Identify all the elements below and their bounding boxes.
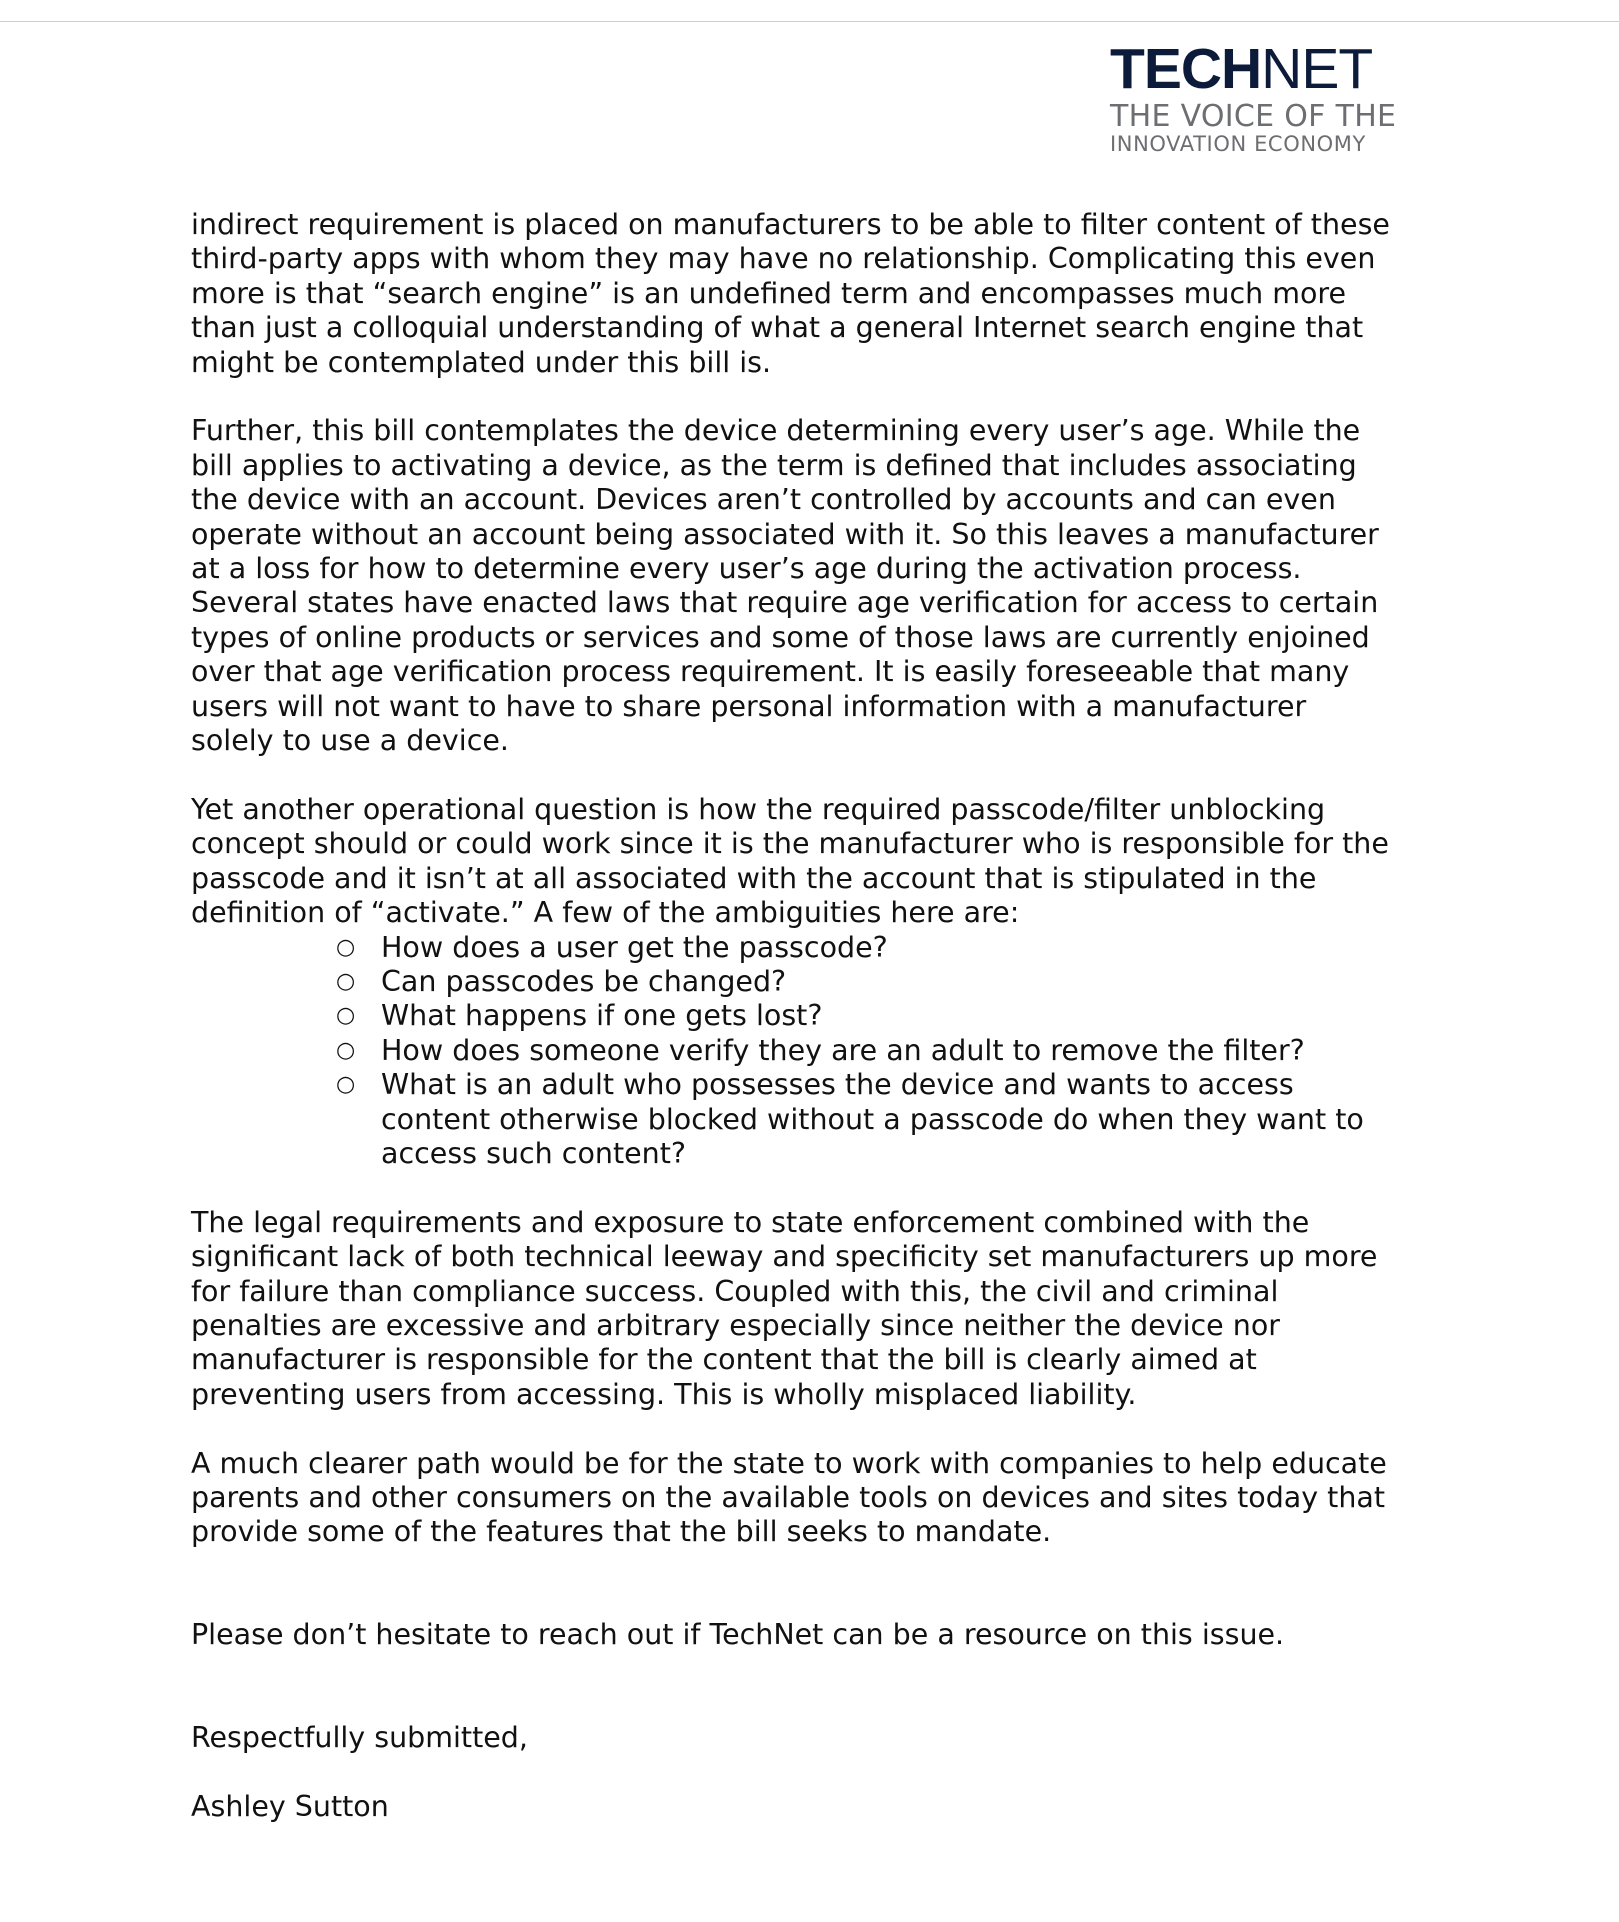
paragraph-resource-offer: Please don’t hesitate to reach out if TechNet can be a resource on this issue. xyxy=(191,1618,1285,1652)
list-item xyxy=(336,1033,1441,1068)
list-item-text: How does a user get the passcode? xyxy=(381,930,888,964)
list-item-text: Can passcodes be changed? xyxy=(381,964,787,998)
logo-tagline-line2: INNOVATION ECONOMY xyxy=(1110,132,1366,156)
signature-name: Ashley Sutton xyxy=(191,1789,389,1823)
list-item xyxy=(336,930,1441,965)
logo-wordmark xyxy=(1110,37,1390,101)
bullet-circle-icon: ○ xyxy=(336,934,356,960)
bullet-circle-icon: ○ xyxy=(336,1037,356,1063)
list-item xyxy=(336,999,1441,1033)
bullet-circle-icon: ○ xyxy=(336,1072,356,1098)
spacer xyxy=(191,1584,1441,1618)
paragraph-age-determination: Further, this bill contemplates the device determining every user’s age. While the bill applies to activating a device, as the term is defined that includes associating the device with an account. Devices aren’t controlled by accounts and can even operate without an account being associated with it. So this leaves a manufacturer at a loss for how to determine every user’s age during the activation process. Several states have enacted laws that require age verification for access to certain types of online products or services and some of those laws are currently enjoined over that age verification process requirement. It is easily foreseeable that many users will not want to have to share personal information with a manufacturer solely to use a device. xyxy=(191,414,1379,758)
list-item-text: What happens if one gets lost? xyxy=(381,999,823,1033)
bullet-circle-icon: ○ xyxy=(336,1003,356,1029)
paragraph-liability: The legal requirements and exposure to state enforcement combined with the significant lack of both technical leeway and specificity set manufacturers up more for failure than compliance success. Coupled with this, the civil and criminal penalties are excessive and arbitrary especially since neither the device nor manufacturer is responsible for the content that the bill is clearly aimed at preventing users from accessing. This is wholly misplaced liability. xyxy=(191,1205,1378,1411)
top-divider xyxy=(0,21,1619,22)
logo-wordmark-light: NET xyxy=(1261,37,1373,101)
paragraph-search-engine: indirect requirement is placed on manufacturers to be able to filter content of these third-party apps with whom they may have no relationship. Complicating this even more is that “search engine” is an undefined term and encompasses much more than just a colloquial understanding of what a general Internet search engine that might be contemplated under this bill is. xyxy=(191,208,1390,379)
list-item xyxy=(336,964,1441,999)
logo-tagline-line1: THE VOICE OF THE xyxy=(1110,99,1397,134)
paragraph-clearer-path: A much clearer path would be for the state to work with companies to help educate parents and other consumers on the available tools on devices and sites today that provide some of the features that the bill seeks to mandate. xyxy=(191,1446,1387,1549)
letter-body xyxy=(191,208,1441,1859)
list-item-text: How does someone verify they are an adult to remove the filter? xyxy=(381,1033,1305,1067)
ambiguities-list xyxy=(191,931,1441,1172)
bullet-circle-icon: ○ xyxy=(336,968,356,994)
list-item-text: What is an adult who possesses the device and wants to access content otherwise blocked without a passcode do when they want to access such content? xyxy=(381,1068,1364,1170)
paragraph-passcode-question: Yet another operational question is how the required passcode/filter unblocking concept should or could work since it is the manufacturer who is responsible for the passcode and it isn’t at all associated with the account that is stipulated in the definition of “activate.” A few of the ambiguities here are: xyxy=(191,792,1389,930)
logo-wordmark-bold: TECH xyxy=(1110,37,1262,101)
closing-line: Respectfully submitted, xyxy=(191,1720,528,1754)
spacer xyxy=(191,1687,1441,1721)
list-item xyxy=(336,1068,1441,1171)
technet-logo xyxy=(1110,37,1397,157)
